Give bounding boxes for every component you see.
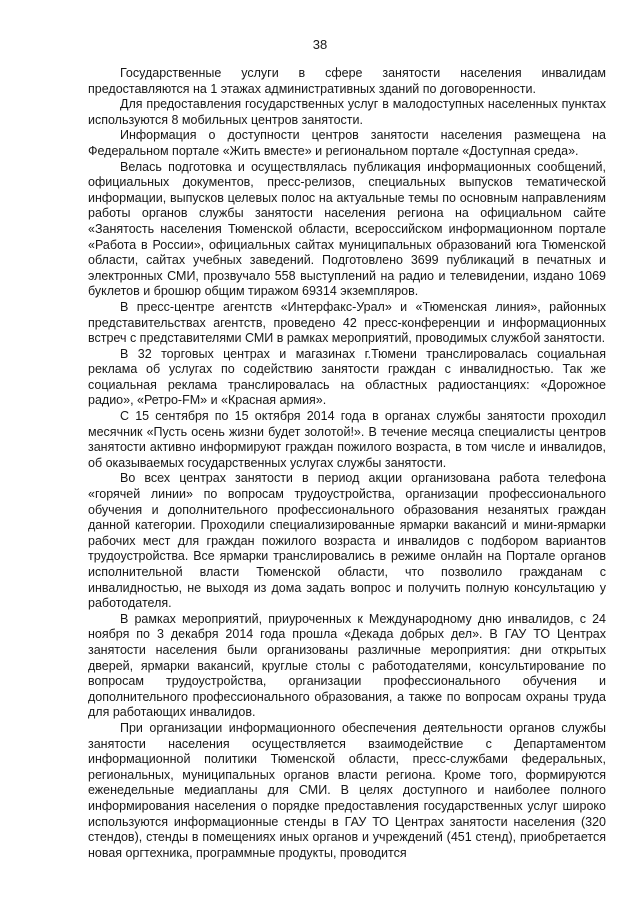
paragraph-5: В пресс-центре агентств «Интерфакс-Урал» и «Тюменская линия», районных представительствах агентств, проведено 42 пресс-конференции и информационных встреч с представителями СМИ в рамках мероприятий, проводимых службой занятости. [88, 299, 606, 346]
paragraph-1: Государственные услуги в сфере занятости населения инвалидам предоставляются на 1 этажах административных зданий по договоренности. [88, 66, 606, 96]
paragraph-8: Во всех центрах занятости в период акции организована работа телефона «горячей линии» по вопросам трудоустройства, организации профессионального обучения и дополнительного профессионального образования незанятых граждан данной категории. Проходили специализированные ярмарки вакансий и мини-ярмарки рабочих мест для граждан пожилого возраста и инвалидов с подбором вариантов трудоустройства. Все ярмарки транслировались в режиме онлайн на Портале органов исполнительной власти Тюменской области, что позволило гражданам с инвалидностью, не выходя из дома задать вопрос и получить полную консультацию у работодателя. [88, 471, 606, 611]
document-body [88, 66, 606, 861]
paragraph-6: В 32 торговых центрах и магазинах г.Тюмени транслировалась социальная реклама об услугах по содействию занятости граждан с инвалидностью. Так же социальная реклама транслировалась на областных радиостанциях: «Дорожное радио», «Ретро-FM» и «Красная армия». [88, 346, 606, 408]
paragraph-9: В рамках мероприятий, приуроченных к Международному дню инвалидов, с 24 ноября по 3 декабря 2014 года прошла «Декада добрых дел». В ГАУ ТО Центрах занятости населения были организованы различные мероприятия: дни открытых дверей, ярмарки вакансий, круглые столы с работодателями, консультирование по вопросам трудоустройства, организации профессионального обучения и дополнительного профессионального образования, а также по вопросам охраны труда для работающих инвалидов. [88, 611, 606, 720]
paragraph-3: Информация о доступности центров занятости населения размещена на Федеральном портале «Жить вместе» и региональном портале «Доступная среда». [88, 128, 606, 158]
paragraph-2: Для предоставления государственных услуг в малодоступных населенных пунктах используются 8 мобильных центров занятости. [88, 97, 606, 127]
scan-corner-mark [604, 2, 634, 6]
paragraph-4: Велась подготовка и осуществлялась публикация информационных сообщений, официальных документов, пресс-релизов, специальных выпусков тематической информации, выпусков целевых полос на актуальные темы по основным направлениям работы органов службы занятости населения региона на официальном сайте «Занятость населения Тюменской области, всероссийском информационном портале «Работа в России», официальных сайтах муниципальных образований юга Тюменской области, сайтах учебных заведений. Подготовлено 3699 публикаций в печатных и электронных СМИ, прозвучало 558 выступлений на радио и телевидении, издано 1069 буклетов и брошюр общим тиражом 69314 экземпляров. [88, 159, 606, 299]
paragraph-10: При организации информационного обеспечения деятельности органов службы занятости населения осуществляется взаимодействие с Департаментом информационной политики Тюменской области, пресс-службами федеральных, региональных, муниципальных органов власти региона. Кроме того, формируются еженедельные медиапланы для СМИ. В целях доступного и наиболее полного информирования населения о порядке предоставления государственных услуг широко используются информационные стенды в ГАУ ТО Центрах занятости населения (320 стендов), стенды в помещениях иных органов и учреждений (451 стенд), приобретается новая оргтехника, программные продукты, проводится [88, 720, 606, 860]
paragraph-7: С 15 сентября по 15 октября 2014 года в органах службы занятости проходил месячник «Пусть осень жизни будет золотой!». В течение месяца специалисты центров занятости активно информируют граждан пожилого возраста, в том числе и инвалидов, об оказываемых государственных услугах службы занятости. [88, 409, 606, 470]
page-number: 38 [312, 37, 328, 52]
